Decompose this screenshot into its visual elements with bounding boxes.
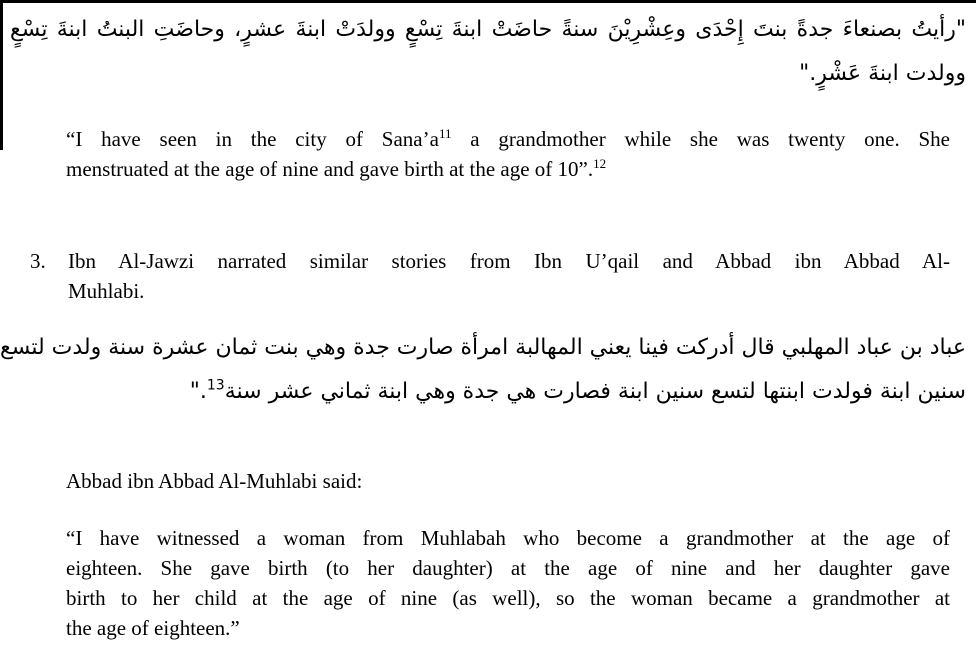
list-item-3 xyxy=(30,246,950,306)
english-quote-1-text-cont: a grandmother while she was twenty one. She xyxy=(451,127,950,151)
arabic-quote-2-text-end: ." xyxy=(189,379,207,404)
list-item-3-body xyxy=(68,246,950,306)
footnote-ref-12: 12 xyxy=(593,156,607,171)
list-item-3-number: 3. xyxy=(30,249,46,273)
arabic-quote-1-line-1: "رأيتُ بصنعاءَ جدةً بنتَ إِحْدَى وعِشْرِيْنَ سنةً حاضَتْ ابنةَ تِسْعٍ وولدَتْ ابنةَ عشرٍ، وحاضَتِ البنتُ ابنةَ تِسْعٍ xyxy=(10,17,966,42)
page-left-border-line xyxy=(0,0,3,150)
english-quote-2 xyxy=(66,523,950,643)
english-quote-2-line-1: “I have witnessed a woman from Muhlabah who become a grandmother at the age of xyxy=(66,526,950,550)
footnote-ref-11: 11 xyxy=(438,126,452,141)
arabic-quote-2 xyxy=(0,326,966,414)
english-quote-1 xyxy=(66,124,950,184)
english-quote-1-line-1 xyxy=(66,124,950,154)
english-quote-1-text: “I have seen in the city of Sana’a xyxy=(66,127,439,151)
english-quote-2-line-4: the age of eighteen.” xyxy=(66,616,240,640)
arabic-quote-2-text: سنين ابنة فولدت ابنتها لتسع سنين ابنة فصارت هي جدة وهي ابنة ثماني عشر سنة xyxy=(224,379,966,404)
footnote-ref-13: 13 xyxy=(206,377,225,394)
english-quote-2-line-2: eighteen. She gave birth (to her daughter) at the age of nine and her daughter gave xyxy=(66,556,950,580)
arabic-quote-1-line-2: وولدت ابنةَ عَشْرٍ." xyxy=(799,61,966,86)
english-quote-1-text-end: menstruated at the age of nine and gave birth at the age of 10”. xyxy=(66,157,594,181)
page-top-border-line xyxy=(0,0,976,3)
attribution-line xyxy=(66,466,950,496)
arabic-quote-1 xyxy=(10,8,966,96)
english-quote-1-line-2 xyxy=(66,154,950,184)
list-item-3-line-2: Muhlabi. xyxy=(68,279,145,303)
attribution-text: Abbad ibn Abbad Al-Muhlabi said: xyxy=(66,469,363,493)
list-item-3-line-1: Ibn Al-Jawzi narrated similar stories from Ibn U’qail and Abbad ibn Abbad Al- xyxy=(68,249,950,273)
english-quote-2-line-3: birth to her child at the age of nine (as well), so the woman became a grandmother at xyxy=(66,586,950,610)
arabic-quote-2-line-1: عباد بن عباد المهلبي قال أدركت فينا يعني المهالبة امرأة صارت جدة وهي بنت ثمان عشرة سنة ولدت لتسع xyxy=(0,335,966,360)
arabic-quote-2-line-2 xyxy=(10,370,966,414)
